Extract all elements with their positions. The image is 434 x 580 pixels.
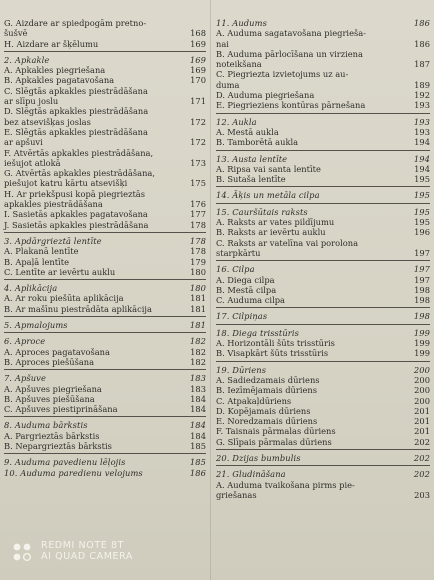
toc-entry [216, 348, 430, 358]
toc-entry-title: H. Ar priekšpusi kopā piegrieztās [4, 188, 145, 199]
toc-page-number: 195 [413, 190, 430, 201]
toc-entry-title: D. Slēgtās apkakles piestrādāšana [4, 106, 149, 117]
toc-entry-title: 19. Dūriens [216, 364, 267, 375]
section-divider-line [4, 332, 206, 333]
toc-page-number: 178 [190, 219, 206, 230]
toc-page-number: 201 [414, 416, 430, 427]
toc-entry [4, 127, 206, 137]
toc-page-number: 172 [190, 116, 206, 127]
toc-section-heading [216, 117, 430, 127]
toc-entry [4, 65, 206, 75]
toc-entry [4, 168, 206, 178]
toc-entry-title: A. Diega cilpa [216, 274, 275, 285]
section-divider-line [216, 203, 430, 204]
toc-entry [216, 285, 430, 295]
toc-entry [216, 295, 430, 305]
section-divider-line [216, 449, 430, 450]
toc-entry-title: C. Atpakaļdūriens [216, 395, 292, 406]
toc-page-number: 194 [414, 163, 430, 174]
toc-entry [216, 338, 430, 348]
toc-entry-title: 18. Diega trisstūris [216, 327, 299, 338]
toc-entry-title: B. Visapkārt šūts trisstūris [216, 348, 329, 359]
section-divider-line [4, 369, 206, 370]
section-divider-line [216, 113, 430, 114]
toc-entry [216, 238, 430, 248]
toc-entry-title: A. Mestā aukla [216, 126, 279, 137]
toc-entry [216, 174, 430, 184]
toc-entry-title: A. Apkakles piegriešana [4, 65, 106, 76]
toc-page-number: 176 [190, 199, 206, 210]
toc-entry-title: B. Nepargrieztās bārkstis [4, 440, 112, 451]
toc-entry [216, 375, 430, 385]
toc-page-number: 184 [190, 430, 206, 441]
toc-section-heading [4, 420, 206, 430]
toc-entry-title: noteikšana [216, 59, 262, 70]
toc-section-heading [216, 328, 430, 338]
watermark-model: REDMI NOTE 8T [41, 540, 124, 551]
toc-entry-title: ar slīpu joslu [4, 96, 59, 107]
toc-page-number: 200 [414, 385, 430, 396]
toc-entry-title: ar apšuvi [4, 137, 43, 148]
toc-entry-title: J. Sasietās apkakles piestrādāšana [4, 219, 149, 230]
toc-entry [4, 86, 206, 96]
toc-entry [4, 148, 206, 158]
watermark-camera: AI QUAD CAMERA [41, 551, 134, 562]
toc-entry [4, 257, 206, 267]
section-divider-line [216, 465, 430, 466]
toc-page-number: 198 [413, 311, 430, 322]
toc-section-heading [216, 311, 430, 321]
toc-entry-title: 13. Austa lentīte [216, 153, 288, 164]
toc-entry-title: A. Aproces pagatavošana [4, 346, 110, 357]
column-divider [210, 0, 211, 580]
toc-section-heading [216, 190, 430, 200]
toc-entry-title: B. Auduma pārlocīšana un virziena [216, 48, 363, 59]
toc-entry [4, 96, 206, 106]
toc-entry [4, 189, 206, 199]
toc-entry [4, 404, 206, 414]
toc-page-number: 199 [414, 348, 430, 359]
toc-entry-title: C. Lentīte ar ievērtu auklu [4, 266, 116, 277]
toc-entry [4, 137, 206, 147]
section-divider-line [216, 186, 430, 187]
toc-page-number: 200 [413, 364, 430, 375]
toc-page-number: 186 [189, 467, 206, 478]
toc-entry-title: 21. Gludināšana [216, 469, 286, 480]
toc-entry [216, 490, 430, 500]
toc-page-number: 196 [414, 227, 430, 238]
toc-entry-title: A. Apšuves piegriešana [4, 383, 102, 394]
toc-entry-title: starpkārtu [216, 247, 261, 258]
toc-entry-title: A. Pargrieztās bārkstis [4, 430, 100, 441]
toc-entry [4, 117, 206, 127]
toc-entry-title: F. Atvērtās apkakles piestrādāšana, [4, 147, 154, 158]
toc-left-column [4, 18, 206, 478]
toc-entry-title: C. Apšuves piestiprināšana [4, 404, 118, 415]
toc-page-number: 186 [414, 38, 430, 49]
toc-section-heading [216, 18, 430, 28]
toc-entry-title: B. Raksts ar ievērtu auklu [216, 227, 326, 238]
toc-page-number: 179 [190, 256, 206, 267]
toc-entry-title: 7. Apšuve [4, 373, 46, 384]
toc-entry [4, 441, 206, 451]
toc-section-heading [4, 283, 206, 293]
toc-page-number: 168 [190, 28, 206, 39]
toc-page-number: 195 [413, 206, 430, 217]
toc-page-number: 194 [413, 153, 430, 164]
section-divider-line [216, 324, 430, 325]
toc-entry [216, 39, 430, 49]
toc-page-number: 186 [413, 18, 430, 28]
toc-entry-title: 3. Apdārgrieztā lentīte [4, 235, 102, 246]
toc-entry [216, 164, 430, 174]
toc-page-number: 175 [190, 178, 206, 189]
toc-page-number: 198 [414, 284, 430, 295]
toc-entry [4, 39, 206, 49]
toc-page-number: 201 [414, 405, 430, 416]
toc-entry-title: šušvē [4, 28, 28, 39]
toc-entry-title: 12. Aukla [216, 116, 257, 127]
toc-entry-title: G. Slīpais pārmalas dūriens [216, 436, 332, 447]
toc-entry-title: duma [216, 79, 240, 90]
toc-page-number: 182 [190, 356, 206, 367]
toc-page-number: 189 [414, 79, 430, 90]
toc-entry-title: B. Apaļā lentīte [4, 256, 69, 267]
toc-entry [216, 80, 430, 90]
toc-entry [4, 293, 206, 303]
toc-page-number: 169 [190, 38, 206, 49]
toc-page-number: 181 [190, 293, 206, 304]
toc-entry [4, 199, 206, 209]
toc-page-number: 178 [189, 235, 206, 246]
toc-entry-title: 2. Apkakle [4, 54, 50, 65]
toc-entry-title: 14. Āķis un metāla cilpa [216, 190, 320, 201]
toc-entry [4, 209, 206, 219]
toc-entry [216, 227, 430, 237]
toc-page-number: 183 [189, 373, 206, 384]
toc-page-number: 197 [414, 274, 430, 285]
toc-page-number: 171 [190, 96, 206, 107]
section-divider-line [216, 150, 430, 151]
toc-section-heading [216, 154, 430, 164]
section-divider-line [216, 307, 430, 308]
toc-entry-title: C. Piegriezta izvietojums uz au- [216, 69, 349, 80]
toc-section-heading [4, 457, 206, 467]
toc-page-number: 195 [414, 217, 430, 228]
toc-entry-title: B. Mestā cilpa [216, 284, 277, 295]
toc-page-number: 192 [414, 90, 430, 101]
toc-page-number: 169 [190, 65, 206, 76]
toc-page-number: 201 [414, 426, 430, 437]
toc-entry-title: piešujot katru kārtu atsevišķi [4, 178, 128, 189]
toc-page-number: 182 [190, 346, 206, 357]
toc-page-number: 182 [189, 336, 206, 347]
toc-entry-title: G. Atvērtās apkakles piestrādāšana, [4, 168, 156, 179]
toc-entry-title: B. Tamborētā aukla [216, 137, 299, 148]
toc-page-number: 184 [190, 393, 206, 404]
toc-page-number: 199 [413, 327, 430, 338]
toc-page-number: 197 [413, 264, 430, 275]
toc-entry-title: apkakles piestrādāšana [4, 199, 103, 210]
section-divider-line [4, 416, 206, 417]
toc-page-number: 181 [190, 303, 206, 314]
toc-section-heading [216, 453, 430, 463]
toc-section-heading [216, 207, 430, 217]
toc-page-number: 178 [190, 246, 206, 257]
toc-page-number: 200 [414, 395, 430, 406]
toc-entry-title: A. Ripsa vai santa lentīte [216, 163, 321, 174]
toc-entry-title: A. Raksts ar vates pildījumu [216, 217, 335, 228]
toc-entry-title: B. Ar mašīnu piestrādāta aplikācija [4, 303, 152, 314]
toc-page-number: 181 [189, 320, 206, 331]
toc-entry-title: B. Apkakles pagatavošana [4, 75, 115, 86]
camera-lens-icon [12, 542, 34, 562]
section-divider-line [4, 279, 206, 280]
toc-entry [4, 75, 206, 85]
toc-entry [4, 28, 206, 38]
toc-page-number: 169 [189, 54, 206, 65]
toc-entry-title: griešanas [216, 489, 257, 500]
toc-page-number: 177 [190, 209, 206, 220]
toc-entry [216, 416, 430, 426]
toc-entry [4, 246, 206, 256]
toc-entry-title: bez atsevišķas joslas [4, 116, 91, 127]
toc-section-heading [216, 264, 430, 274]
toc-entry-title: iešujot atlokā [4, 157, 61, 168]
toc-entry-title: A. Sadiedzamais dūriens [216, 374, 320, 385]
toc-entry-title: H. Aizdare ar šķēlumu [4, 38, 99, 49]
toc-page-number: 187 [414, 59, 430, 70]
toc-entry [4, 106, 206, 116]
toc-page-number: 195 [414, 174, 430, 185]
toc-page-number: 185 [190, 440, 206, 451]
toc-entry [4, 394, 206, 404]
toc-entry-title: A. Auduma tvaikošana pirms pie- [216, 479, 355, 490]
toc-page-number: 180 [190, 266, 206, 277]
toc-entry [216, 275, 430, 285]
toc-section-heading [4, 236, 206, 246]
toc-entry-title: B. Iezīmējamais dūriens [216, 385, 318, 396]
toc-entry-title: 6. Aproce [4, 336, 46, 347]
toc-page-number: 184 [190, 404, 206, 415]
toc-entry-title: B. Apšuves piešūšana [4, 393, 95, 404]
toc-entry-title: 5. Apmalojums [4, 320, 68, 331]
toc-page-number: 197 [414, 247, 430, 258]
toc-entry-title: nai [216, 38, 229, 49]
toc-entry [4, 158, 206, 168]
toc-entry [216, 127, 430, 137]
section-divider-line [216, 361, 430, 362]
toc-entry-title: I. Sasietās apkakles pagatavošana [4, 209, 148, 220]
toc-page-number: 185 [189, 457, 206, 468]
toc-entry-title: 11. Audums [216, 18, 267, 28]
toc-entry-title: 10. Auduma paredienu velojums [4, 467, 143, 478]
toc-entry-title: E. Noredzamais dūriens [216, 416, 318, 427]
section-divider-line [4, 453, 206, 454]
toc-entry [4, 384, 206, 394]
toc-entry [4, 431, 206, 441]
toc-entry-title: C. Auduma cilpa [216, 295, 285, 306]
toc-entry [216, 69, 430, 79]
toc-entry-title: 9. Auduma pavedienu lēļojis [4, 457, 126, 468]
toc-entry [4, 267, 206, 277]
toc-entry-title: A. Plakanā lentīte [4, 246, 79, 257]
toc-section-heading [4, 373, 206, 383]
toc-entry [216, 406, 430, 416]
toc-entry [216, 100, 430, 110]
section-divider-line [4, 316, 206, 317]
toc-entry-title: F. Taisnais pārmalas dūriens [216, 426, 336, 437]
toc-page-number: 193 [414, 100, 430, 111]
toc-entry [216, 217, 430, 227]
toc-page-number: 180 [189, 283, 206, 294]
toc-entry-title: A. Auduma sagatavošana piegrieša- [216, 28, 366, 39]
toc-entry-title: G. Aizdare ar spiedpogām pretno- [4, 18, 147, 28]
toc-entry [4, 347, 206, 357]
toc-entry [216, 49, 430, 59]
toc-entry [216, 59, 430, 69]
toc-entry-title: C. Slēgtās apkakles piestrādāšana [4, 85, 148, 96]
toc-entry-title: 16. Cilpa [216, 264, 255, 275]
toc-section-heading [4, 468, 206, 478]
toc-page-number: 170 [190, 75, 206, 86]
section-divider-line [216, 260, 430, 261]
toc-page-number: 184 [189, 420, 206, 431]
toc-entry-title: 17. Cilpiņas [216, 311, 268, 322]
toc-page-number: 194 [414, 137, 430, 148]
toc-entry-title: D. Kopējamais dūriens [216, 405, 311, 416]
toc-entry-title: 20. Dzijas bumbulis [216, 452, 301, 463]
toc-entry [4, 18, 206, 28]
toc-section-heading [4, 55, 206, 65]
toc-entry [216, 437, 430, 447]
toc-section-heading [216, 365, 430, 375]
section-divider-line [4, 51, 206, 52]
toc-entry-title: 15. Cauršūtais raksts [216, 206, 308, 217]
toc-page-number: 202 [413, 452, 430, 463]
toc-entry [4, 357, 206, 367]
toc-page-number: 203 [414, 489, 430, 500]
toc-page-number: 193 [413, 116, 430, 127]
toc-entry [216, 396, 430, 406]
toc-page-number: 193 [414, 126, 430, 137]
toc-entry-title: A. Ar roku piešūta aplikācija [4, 293, 124, 304]
toc-section-heading [4, 336, 206, 346]
toc-section-heading [4, 320, 206, 330]
toc-entry-title: E. Piegrieziens kontūras pārnešana [216, 100, 366, 111]
toc-entry [216, 426, 430, 436]
toc-entry-title: E. Slēgtās apkakles piestrādāšana [4, 126, 148, 137]
toc-entry [216, 385, 430, 395]
toc-entry [216, 28, 430, 38]
toc-page-number: 172 [190, 137, 206, 148]
toc-page-number: 202 [414, 436, 430, 447]
toc-page-number: 198 [414, 295, 430, 306]
toc-page-number: 199 [414, 338, 430, 349]
toc-entry-title: 8. Auduma bārkstis [4, 420, 88, 431]
toc-right-column [216, 18, 430, 500]
toc-entry-title: A. Horizontāli šūts trisstūris [216, 338, 335, 349]
toc-entry-title: D. Auduma piegriešana [216, 90, 315, 101]
toc-entry [216, 90, 430, 100]
toc-entry [4, 304, 206, 314]
toc-page-number: 202 [413, 469, 430, 480]
toc-entry-title: 4. Aplikācija [4, 283, 58, 294]
toc-entry-title: B. Sutaša lentīte [216, 174, 286, 185]
toc-entry [216, 480, 430, 490]
toc-entry [4, 220, 206, 230]
toc-entry-title: C. Raksts ar vatelīna vai porolona [216, 237, 359, 248]
section-divider-line [4, 232, 206, 233]
toc-entry [4, 178, 206, 188]
toc-page-number: 200 [414, 374, 430, 385]
toc-page-number: 173 [190, 157, 206, 168]
toc-entry [216, 137, 430, 147]
toc-entry-title: B. Aproces piešūšana [4, 356, 95, 367]
toc-entry [216, 248, 430, 258]
toc-section-heading [216, 469, 430, 479]
toc-page-number: 183 [190, 383, 206, 394]
